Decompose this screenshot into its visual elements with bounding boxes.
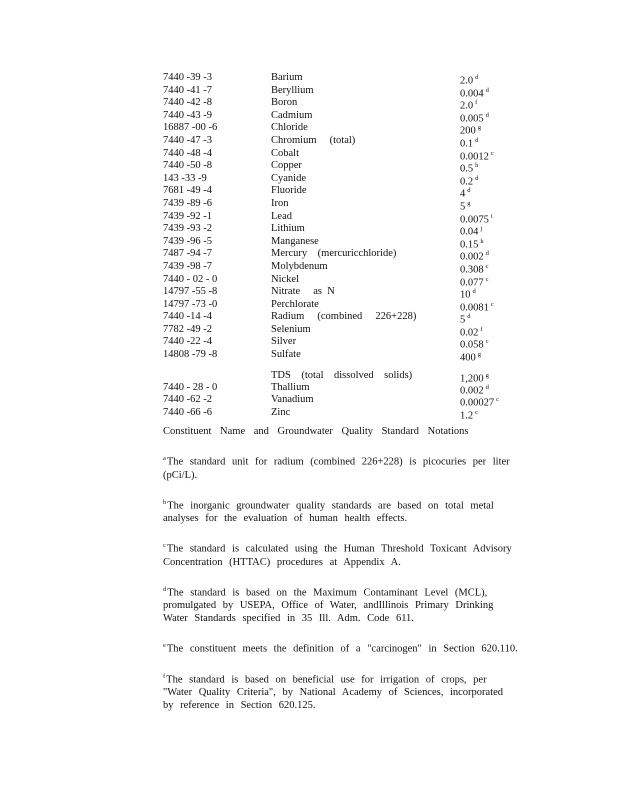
footnote-text: The constituent meets the definition of a "carcinogen" in Section 620.110. (166, 643, 518, 655)
footnote-mark: c (485, 338, 489, 346)
standard-value: 0.077 (460, 277, 484, 288)
cas-number: 7439 -96 -5 (163, 235, 212, 247)
table-row (163, 349, 523, 362)
standard-value: 0.004 (460, 88, 484, 100)
constituent-name: Lead (271, 210, 292, 222)
table-row (163, 223, 523, 236)
table-row (163, 72, 523, 85)
standard-value: 0.15 (460, 239, 479, 251)
footnote-mark: h (475, 162, 479, 170)
footnote-mark: c (163, 542, 166, 549)
notes-section (163, 425, 518, 726)
standard-value-cell (460, 407, 478, 423)
standard-value: 5 (460, 314, 466, 326)
standard-value: 0.0012 (460, 151, 489, 163)
footnote-mark: d (475, 136, 479, 144)
constituent-name: Iron (271, 197, 289, 209)
constituent-name: Vanadium (271, 394, 314, 406)
footnote (163, 639, 518, 656)
constituent-name: Cyanide (271, 172, 306, 184)
footnote-text: The standard is based on the Maximum Contaminant Level (MCL), promulgated by USEPA, Office of Water, andIllinois Primary Drinking Water Standards specified in 35 Ill. Adm. Code 611. (163, 587, 494, 624)
table-row (163, 160, 523, 173)
footnote-mark: d (475, 174, 479, 182)
cas-number: 7440 - 02 - 0 (163, 273, 218, 285)
cas-number: 7439 -92 -1 (163, 210, 212, 222)
standard-value: 400 (460, 352, 476, 364)
footnote-mark: g (477, 124, 481, 132)
footnote (163, 452, 518, 482)
constituent-name: Chloride (271, 122, 308, 134)
constituent-name: Nitrate as N (271, 286, 335, 298)
footnote-mark: d (475, 74, 479, 81)
table-row (163, 148, 523, 161)
table-row (163, 173, 523, 186)
cas-number: 7440 -14 -4 (163, 311, 212, 323)
cas-number: 14797 -73 -0 (163, 298, 218, 310)
table-row (163, 336, 523, 349)
table-row (163, 85, 523, 98)
constituent-table (163, 72, 523, 422)
footnote (163, 539, 518, 569)
footnote-mark: f (480, 325, 483, 333)
footnote-mark: c (485, 262, 489, 270)
footnote-mark: d (485, 250, 489, 258)
table-row (163, 198, 523, 211)
cas-number: 7440 -22 -4 (163, 336, 212, 348)
footnote (163, 496, 518, 526)
standard-value: 0.0081 (460, 302, 489, 314)
footnote-text: The standard is based on beneficial use for irrigation of crops, per "Water Quality Criteria", by National Academy of Sciences, incorporated by reference in Section 620.125. (163, 674, 504, 711)
table-row (163, 122, 523, 135)
footnote-list (163, 452, 518, 712)
constituent-name: Beryllium (271, 84, 314, 96)
cas-number: 7440 -41 -7 (163, 84, 212, 96)
footnote-mark: d (472, 288, 476, 296)
standard-value: 0.0075 (460, 214, 489, 226)
cas-number: 7681 -49 -4 (163, 185, 212, 197)
standard-value: 200 (460, 125, 476, 137)
constituent-name: Perchlorate (271, 298, 319, 310)
cas-number: 7440 -66 -6 (163, 406, 212, 418)
constituent-name: Sulfate (271, 349, 301, 361)
constituent-name: Manganese (271, 235, 319, 247)
cas-number: 7440 -42 -8 (163, 97, 212, 109)
table-row (163, 110, 523, 123)
footnote-mark: c (475, 408, 479, 416)
constituent-name: Selenium (271, 323, 311, 335)
table-row (163, 382, 523, 395)
footnote-mark: d (485, 111, 489, 119)
constituent-name: Thallium (271, 381, 310, 393)
table-row (163, 97, 523, 110)
constituent-name: Molybdenum (271, 260, 328, 272)
constituent-name: Mercury (mercuricchloride) (271, 248, 397, 260)
standard-value: 0.058 (460, 339, 484, 351)
footnote-text: The standard is calculated using the Human Threshold Toxicant Advisory Concentration (HTTAC) procedures at Appendix A. (163, 543, 512, 568)
table-row (163, 274, 523, 287)
cas-number: 7440 -43 -9 (163, 109, 212, 121)
cas-number: 7439 -98 -7 (163, 260, 212, 272)
cas-number: 7782 -49 -2 (163, 323, 212, 335)
standard-value: 0.04 (460, 226, 479, 238)
footnote-mark: c (496, 396, 500, 404)
footnote-mark: d (485, 383, 489, 391)
footnote-mark: b (163, 498, 167, 506)
table-row (163, 286, 523, 299)
constituent-name: Radium (combined 226+228) (271, 311, 417, 323)
standard-value: 0.002 (460, 251, 484, 263)
table-row (163, 211, 523, 224)
standard-value: 5 (460, 201, 466, 213)
constituent-name: Cobalt (271, 147, 299, 159)
constituent-name: Zinc (271, 406, 291, 418)
cas-number: 14797 -55 -8 (163, 286, 218, 298)
footnote-mark: d (467, 187, 471, 195)
cas-number: 7440 - 28 - 0 (163, 381, 218, 393)
constituent-name: Chromium (total) (271, 134, 356, 146)
standard-value: 0.002 (460, 385, 484, 397)
cas-number: 7439 -89 -6 (163, 197, 212, 209)
footnote-mark: c (490, 300, 494, 308)
table-row (163, 261, 523, 274)
footnote-mark: f (163, 672, 166, 680)
cas-number: 7440 -50 -8 (163, 160, 212, 172)
footnote-mark: d (485, 86, 489, 94)
table-row (163, 362, 523, 385)
footnote-mark: d (163, 585, 167, 593)
footnote-mark: g (467, 199, 471, 207)
cas-number: 7439 -93 -2 (163, 223, 212, 235)
constituent-name: Cadmium (271, 109, 313, 121)
cas-number: 7440 -39 -3 (163, 72, 212, 83)
table-row (163, 299, 523, 312)
constituent-name: Lithium (271, 223, 305, 235)
footnote-text: The inorganic groundwater quality standards are based on total metal analyses for the evaluation of human health effects. (163, 500, 494, 524)
footnote-text: The standard unit for radium (combined 226+228) is picocuries per liter (pCi/L). (163, 456, 510, 481)
standard-value: 0.005 (460, 113, 484, 125)
footnote-mark: c (490, 149, 494, 157)
footnote-mark: g (485, 371, 489, 379)
standard-value: 4 (460, 188, 466, 200)
constituent-name: Fluoride (271, 185, 307, 197)
table-row (163, 394, 523, 407)
cas-number: 7440 -47 -3 (163, 134, 212, 146)
standard-value: 0.2 (460, 176, 474, 188)
standard-value: 1.2 (460, 410, 474, 422)
constituent-name: Copper (271, 160, 302, 172)
standard-value: 0.1 (460, 138, 474, 150)
cas-number: 143 -33 -9 (163, 172, 207, 184)
cas-number: 7440 -48 -4 (163, 147, 212, 159)
footnote-mark: i (490, 212, 493, 220)
constituent-name: Nickel (271, 273, 299, 285)
standard-value: 2.0 (460, 100, 474, 112)
table-row (163, 185, 523, 198)
footnote-mark: g (477, 351, 481, 359)
table-row (163, 236, 523, 249)
standard-value: 0.02 (460, 327, 479, 339)
standard-value: 0.5 (460, 163, 474, 175)
table-row (163, 324, 523, 337)
standard-value: 2.0 (460, 75, 474, 87)
footnote-mark: d (467, 313, 471, 321)
footnote-mark: f (475, 99, 478, 107)
constituent-name: Silver (271, 336, 297, 348)
constituent-name: TDS (total dissolved solids) (271, 369, 413, 381)
standard-value: 0.00027 (460, 397, 495, 409)
footnote-mark: k (480, 237, 484, 245)
table-row (163, 407, 523, 420)
cas-number: 14808 -79 -8 (163, 349, 218, 361)
footnote-mark: a (163, 455, 166, 462)
standard-value: 1,200 (460, 373, 484, 385)
footnote (163, 670, 518, 713)
table-row (163, 135, 523, 148)
constituent-name: Boron (271, 97, 298, 109)
constituent-name: Barium (271, 72, 303, 83)
cas-number: 7440 -62 -2 (163, 394, 212, 406)
standard-value: 0.308 (460, 264, 484, 276)
cas-number: 16887 -00 -6 (163, 122, 218, 134)
cas-number: 7487 -94 -7 (163, 248, 212, 260)
footnote-mark: c (485, 275, 489, 283)
footnote (163, 583, 518, 626)
footnote-mark: e (163, 642, 166, 649)
standard-value: 10 (460, 289, 471, 301)
table-row (163, 311, 523, 324)
notes-heading: Constituent Name and Groundwater Quality Standard Notations (163, 426, 469, 437)
table-row (163, 248, 523, 261)
footnote-mark: j (480, 225, 483, 233)
